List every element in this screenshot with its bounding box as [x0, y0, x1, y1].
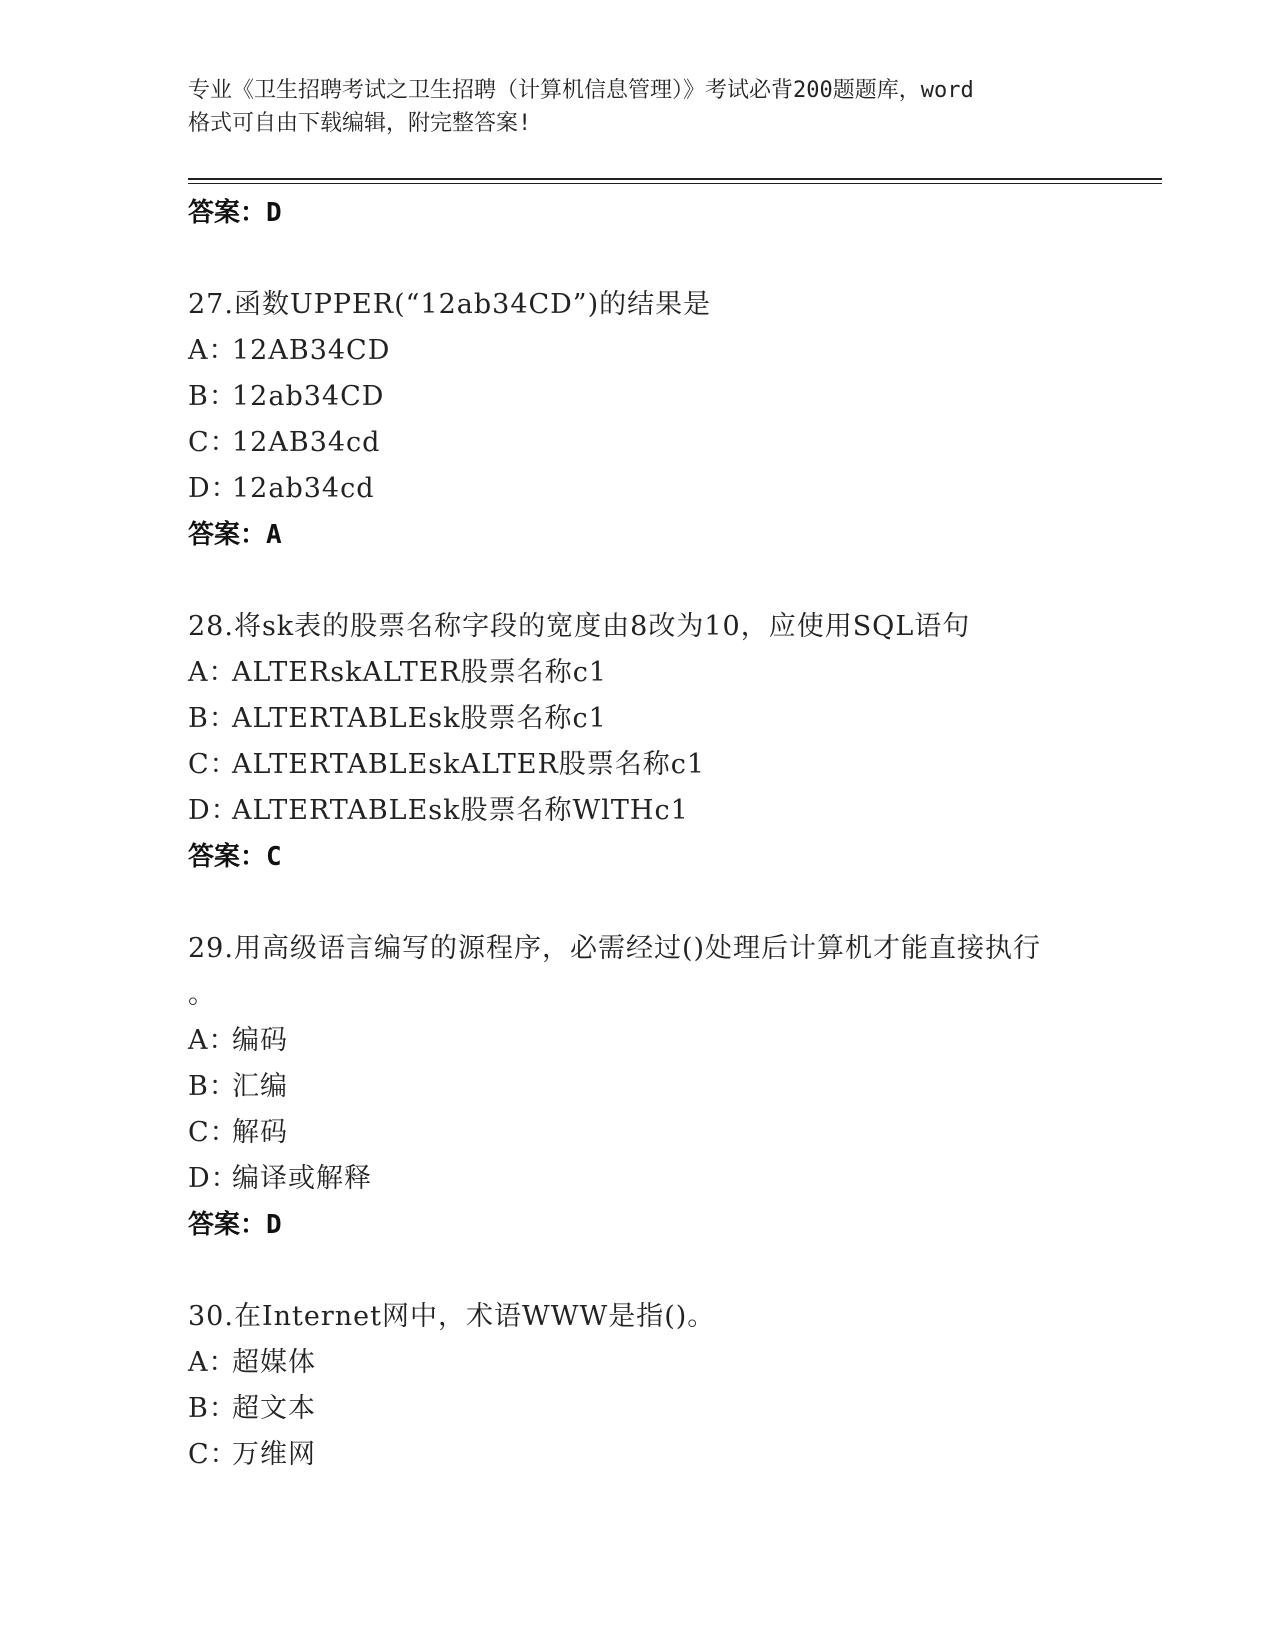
question-27: [188, 282, 1088, 558]
answer-label: 答案：A: [188, 520, 282, 550]
option-a: [188, 650, 1088, 696]
option-letter: A：: [188, 335, 237, 366]
option-text: ALTERTABLEskALTER股票名称c1: [232, 749, 706, 780]
question-29: [188, 926, 1088, 1248]
header-line-2: 格式可自由下载编辑，附完整答案!: [188, 111, 532, 136]
option-a: [188, 1018, 1088, 1064]
question-text: 28.将sk表的股票名称字段的宽度由8改为10，应使用SQL语句: [188, 611, 971, 642]
spacer: [188, 236, 1088, 282]
header-rule-thin: [188, 183, 1162, 184]
answer-label-prev: 答案：D: [188, 198, 282, 228]
option-c: [188, 420, 1088, 466]
question-list: [188, 190, 1088, 1478]
option-b: [188, 1386, 1088, 1432]
question-30: [188, 1294, 1088, 1478]
option-letter: D：: [188, 473, 239, 504]
option-text: ALTERTABLEsk股票名称WlTHc1: [232, 795, 689, 826]
option-text: 编码: [232, 1025, 288, 1056]
spacer: [188, 558, 1088, 604]
option-letter: A：: [188, 657, 237, 688]
option-text: 万维网: [232, 1439, 316, 1470]
option-b: [188, 1064, 1088, 1110]
option-letter: B：: [188, 703, 237, 734]
option-b: [188, 696, 1088, 742]
answer-label: 答案：D: [188, 1210, 282, 1240]
document-header: [188, 74, 1108, 140]
option-d: [188, 1156, 1088, 1202]
question-text: 27.函数UPPER(“12ab34CD”)的结果是: [188, 289, 712, 320]
option-letter: C：: [188, 1117, 238, 1148]
question-text: 30.在Internet网中，术语WWW是指()。: [188, 1301, 716, 1332]
option-d: [188, 788, 1088, 834]
option-text: ALTERTABLEsk股票名称c1: [232, 703, 607, 734]
option-text: 编译或解释: [232, 1163, 372, 1194]
spacer: [188, 1248, 1088, 1294]
option-letter: B：: [188, 381, 237, 412]
option-a: [188, 1340, 1088, 1386]
option-letter: D：: [188, 795, 239, 826]
option-text: 12ab34cd: [232, 473, 375, 504]
option-c: [188, 1110, 1088, 1156]
option-a: [188, 328, 1088, 374]
option-letter: D：: [188, 1163, 239, 1194]
option-d: [188, 466, 1088, 512]
spacer: [188, 880, 1088, 926]
option-letter: C：: [188, 427, 238, 458]
option-c: [188, 742, 1088, 788]
question-text: 29.用高级语言编写的源程序，必需经过()处理后计算机才能直接执行: [188, 933, 1042, 964]
option-letter: A：: [188, 1025, 237, 1056]
option-letter: B：: [188, 1393, 237, 1424]
option-text: 12AB34CD: [232, 335, 391, 366]
option-text: 汇编: [232, 1071, 288, 1102]
option-text: ALTERskALTER股票名称c1: [232, 657, 608, 688]
question-28: [188, 604, 1088, 880]
option-text: 超文本: [232, 1393, 316, 1424]
option-text: 超媒体: [232, 1347, 316, 1378]
answer-label: 答案：C: [188, 842, 282, 872]
question-text-continued: 。: [188, 979, 216, 1010]
option-letter: A：: [188, 1347, 237, 1378]
header-line-1: 专业《卫生招聘考试之卫生招聘（计算机信息管理）》考试必背200题题库，word: [188, 78, 974, 103]
header-rule-thick: [188, 178, 1162, 180]
option-text: 解码: [232, 1117, 288, 1148]
option-letter: C：: [188, 1439, 238, 1470]
option-text: 12ab34CD: [232, 381, 385, 412]
option-letter: B：: [188, 1071, 237, 1102]
option-c: [188, 1432, 1088, 1478]
option-b: [188, 374, 1088, 420]
option-text: 12AB34cd: [232, 427, 381, 458]
option-letter: C：: [188, 749, 238, 780]
